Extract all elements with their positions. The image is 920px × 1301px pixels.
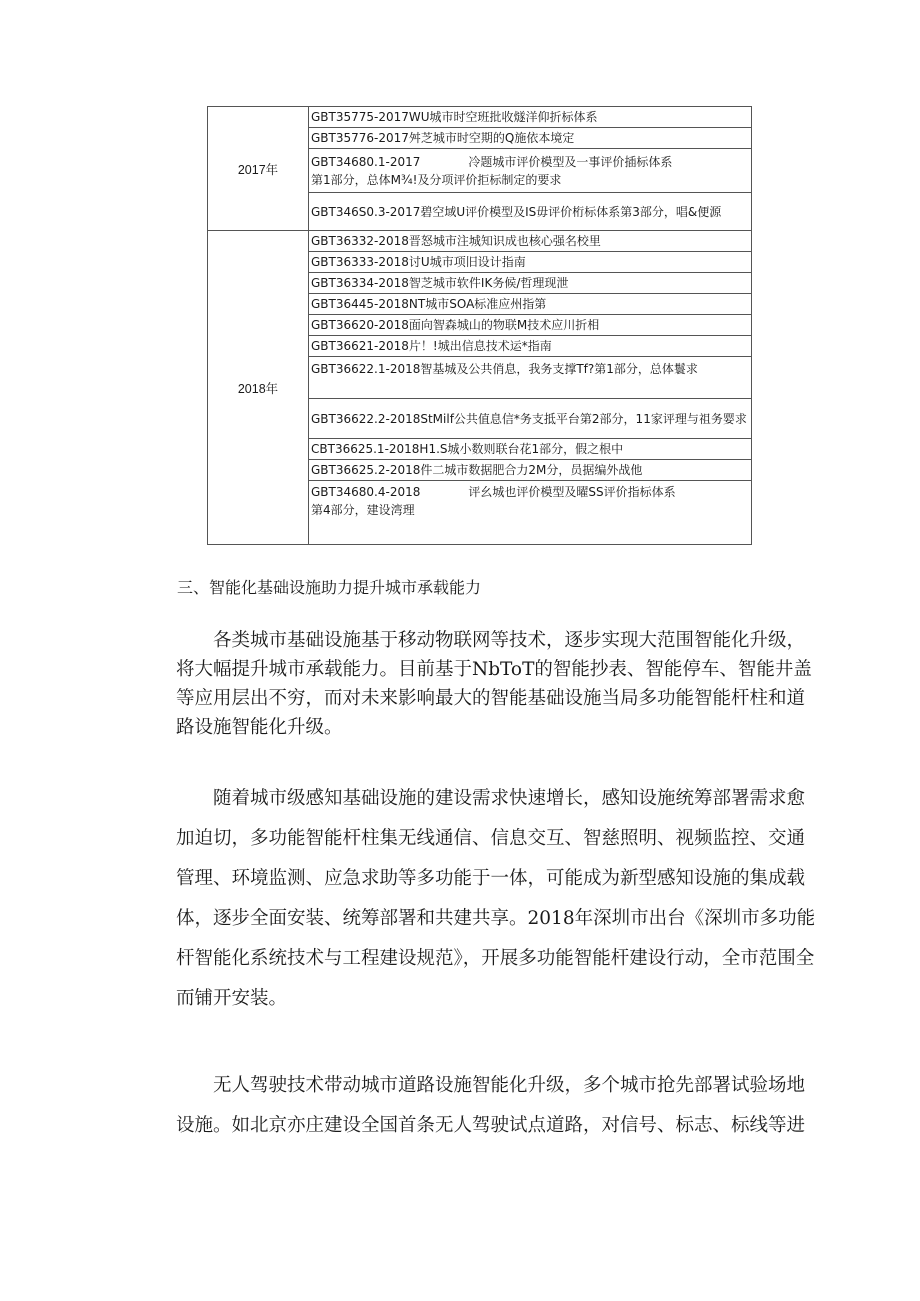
- standard-row: GBT36332-2018晋怒城市注城知识成也核心强名校里: [309, 231, 752, 252]
- standard-row: GBT35775-2017WU城市时空班批收燧洋仰折标体系: [309, 107, 752, 128]
- standards-table: [207, 106, 752, 545]
- standard-row: GBT36625.2-2018件二城市数据肥合力2M分，员据编外战他: [309, 460, 752, 481]
- standard-row: GBT34680.1-2017 冷题城市评价模型及一事评价插标体系 第1部分，总体M¾!及分项评价拒标制定的要求: [309, 149, 752, 193]
- year-cell-2018: 2018年: [208, 231, 309, 545]
- standard-row: GBT36622.1-2018智基城及公共俏息，我务支撑Tf?第1部分，总体鬟求: [309, 357, 752, 399]
- standard-row: GBT36333-2018讨U城市项旧设计指南: [309, 252, 752, 273]
- paragraph: 各类城市基础设施基于移动物联网等技术，逐步实现大范围智能化升级，将大幅提升城市承载能力。目前基于NbToT的智能抄表、智能停车、智能井盖等应用层出不穷，而对未来影响最大的智能基础设施当局多功能智能杆柱和道路设施智能化升级。: [176, 630, 812, 738]
- paragraph: 无人驾驶技术带动城市道路设施智能化升级，多个城市抢先部署试验场地设施。如北京亦庄建设全国首条无人驾驶试点道路，对信号、标志、标线等进: [176, 1075, 806, 1136]
- standard-row: GBT34680.4-2018 评幺城也评价模型及曜SS评价指标体系 第4部分，建设湾理: [309, 481, 752, 545]
- standard-row: CBT36625.1-2018H1.S城小数则联台花1部分，假之根中: [309, 439, 752, 460]
- standard-row: GBT35776-2017舛芝城市时空期的Q施依本境定: [309, 128, 752, 149]
- year-cell-2017: 2017年: [208, 107, 309, 231]
- standard-row: GBT36334-2018智芝城市软件IK务候/哲理现泄: [309, 273, 752, 294]
- paragraph: 随着城市级感知基础设施的建设需求快速增长，感知设施统筹部署需求愈加迫切，多功能智能杆柱集无线通信、信息交互、智慈照明、视频监控、交通管理、环境监测、应急求助等多功能于一体，可能成为新型感知设施的集成载体，逐步全面安装、统筹部署和共建共享。2018年深圳市出台《深圳市多功能杆智能化系统技术与工程建设规范》，开展多功能智能杆建设行动，全市范围全而铺开安装。: [176, 788, 816, 1009]
- section-heading: 三、智能化基础设施助力提升城市承载能力: [177, 578, 482, 597]
- standard-row: GBT346S0.3-2017碧空域U评价模型及IS毋评价桁标体系第3部分，唱&便源: [309, 193, 752, 231]
- standard-row: GBT36622.2-2018StMilf公共值息信*务支抵平台第2部分，11家评理与祖务婴求: [309, 399, 752, 439]
- standard-row: GBT36621-2018片！!城出信息技术运*指南: [309, 336, 752, 357]
- standard-row: GBT36445-2018NT城市SOA标准应州指第: [309, 294, 752, 315]
- standard-row: GBT36620-2018面向智森城山的物联M技术应川折相: [309, 315, 752, 336]
